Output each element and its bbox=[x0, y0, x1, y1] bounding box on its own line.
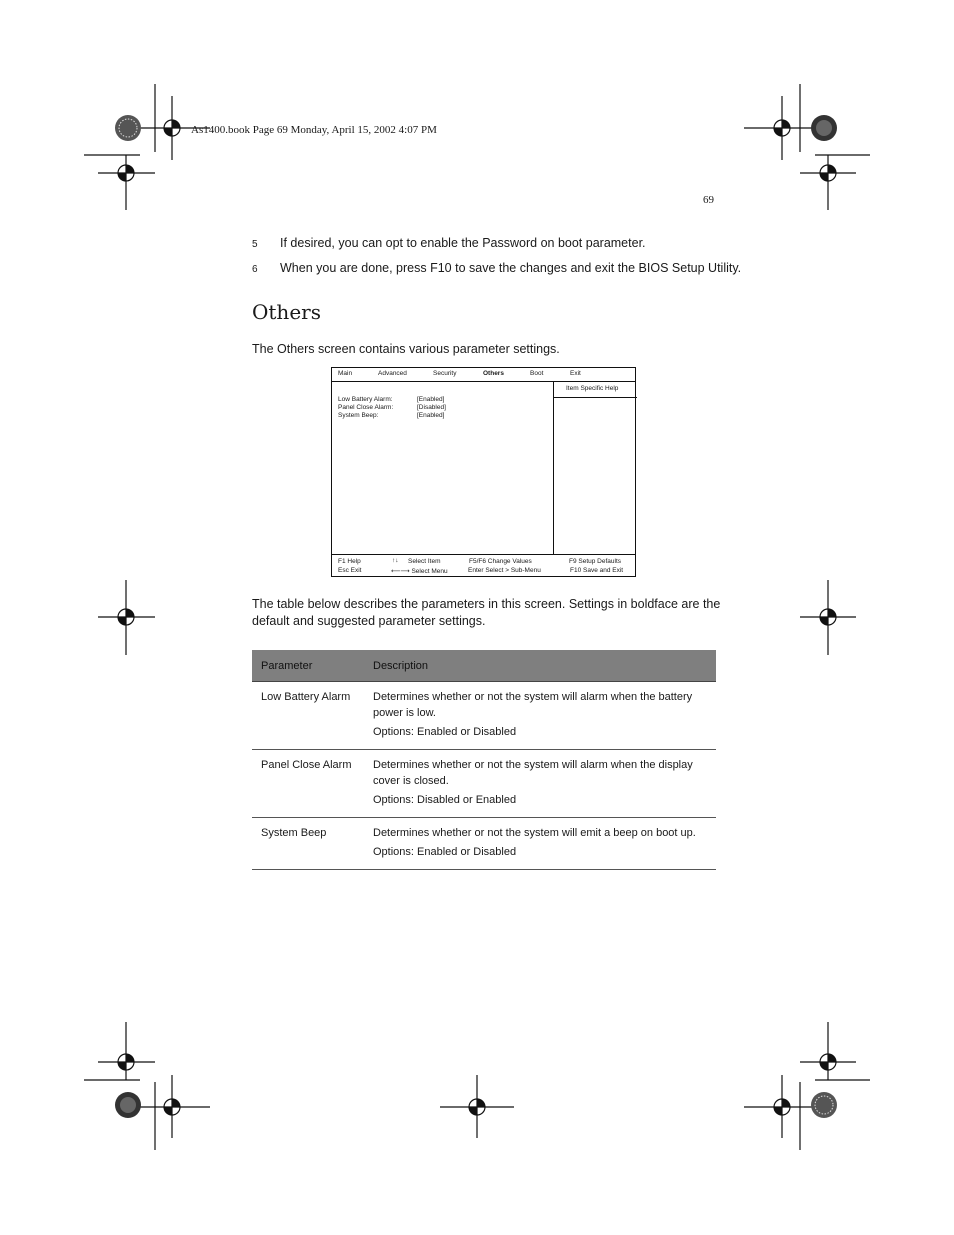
bios-key-f5f6: F5/F6 Change Values bbox=[469, 558, 532, 565]
bios-menu-security: Security bbox=[433, 370, 457, 377]
section-title: Others bbox=[252, 300, 321, 324]
bios-param-panel-close bbox=[338, 404, 446, 411]
bios-param-low-battery bbox=[338, 396, 445, 403]
param-name: System Beep bbox=[252, 818, 364, 870]
param-options: Options: Enabled or Disabled bbox=[373, 846, 517, 858]
bios-param-label: System Beep: bbox=[338, 412, 379, 419]
param-name: Panel Close Alarm bbox=[252, 750, 364, 818]
table-row bbox=[252, 682, 716, 750]
bios-key-select-menu: ⟵⟶ Select Menu bbox=[391, 568, 448, 575]
page-number: 69 bbox=[703, 194, 714, 206]
param-name: Low Battery Alarm bbox=[252, 682, 364, 750]
param-description: Determines whether or not the system will alarm when the display cover is closed. bbox=[373, 759, 693, 787]
section-intro: The Others screen contains various parameter settings. bbox=[252, 342, 560, 356]
param-description: Determines whether or not the system will emit a beep on boot up. bbox=[373, 827, 696, 839]
table-row bbox=[252, 750, 716, 818]
bios-footer bbox=[332, 554, 635, 578]
param-options: Options: Enabled or Disabled bbox=[373, 726, 517, 738]
bios-param-value: [Enabled] bbox=[417, 412, 445, 419]
print-header: As1400.book Page 69 Monday, April 15, 2002 4:07 PM bbox=[191, 124, 437, 136]
bios-param-system-beep bbox=[338, 412, 445, 419]
bios-menu-bar bbox=[332, 368, 635, 382]
up-down-arrow-icon: ↑↓ bbox=[392, 557, 399, 564]
bios-key-enter: Enter Select > Sub-Menu bbox=[468, 567, 541, 574]
step-6 bbox=[252, 261, 741, 275]
step-number: 6 bbox=[252, 264, 258, 275]
bios-param-label: Panel Close Alarm: bbox=[338, 404, 394, 411]
column-header-description: Description bbox=[364, 650, 716, 682]
table-intro: The table below describes the parameters in this screen. Settings in boldface are the default and suggested parameter settings. bbox=[252, 597, 721, 628]
bios-key-f1: F1 Help bbox=[338, 558, 361, 565]
bios-menu-others: Others bbox=[483, 370, 504, 377]
bios-help-title: Item Specific Help bbox=[554, 381, 637, 398]
bios-key-esc: Esc Exit bbox=[338, 567, 362, 574]
bios-help-panel bbox=[553, 381, 637, 554]
param-description: Determines whether or not the system will alarm when the battery power is low. bbox=[373, 691, 693, 719]
bios-key-select-item: Select Item bbox=[408, 558, 441, 565]
parameter-table bbox=[252, 650, 716, 870]
table-row bbox=[252, 818, 716, 870]
step-5 bbox=[252, 236, 646, 250]
param-options: Options: Disabled or Enabled bbox=[373, 794, 517, 806]
step-number: 5 bbox=[252, 239, 258, 250]
bios-menu-exit: Exit bbox=[570, 370, 581, 377]
bios-param-value: [Disabled] bbox=[417, 404, 446, 411]
table-header-row bbox=[252, 650, 716, 682]
bios-menu-main: Main bbox=[338, 370, 353, 377]
bios-key-f9: F9 Setup Defaults bbox=[569, 558, 622, 565]
column-header-parameter: Parameter bbox=[252, 650, 364, 682]
step-text: When you are done, press F10 to save the changes and exit the BIOS Setup Utility. bbox=[280, 261, 742, 275]
bios-param-label: Low Battery Alarm: bbox=[338, 396, 393, 403]
param-description-cell bbox=[364, 682, 716, 750]
param-description-cell bbox=[364, 818, 716, 870]
bios-screenshot bbox=[331, 367, 636, 577]
bios-menu-boot: Boot bbox=[530, 370, 544, 377]
bios-menu-advanced: Advanced bbox=[378, 370, 407, 377]
param-description-cell bbox=[364, 750, 716, 818]
step-text: If desired, you can opt to enable the Password on boot parameter. bbox=[280, 236, 646, 250]
bios-key-f10: F10 Save and Exit bbox=[570, 567, 624, 574]
bios-param-value: [Enabled] bbox=[417, 396, 445, 403]
